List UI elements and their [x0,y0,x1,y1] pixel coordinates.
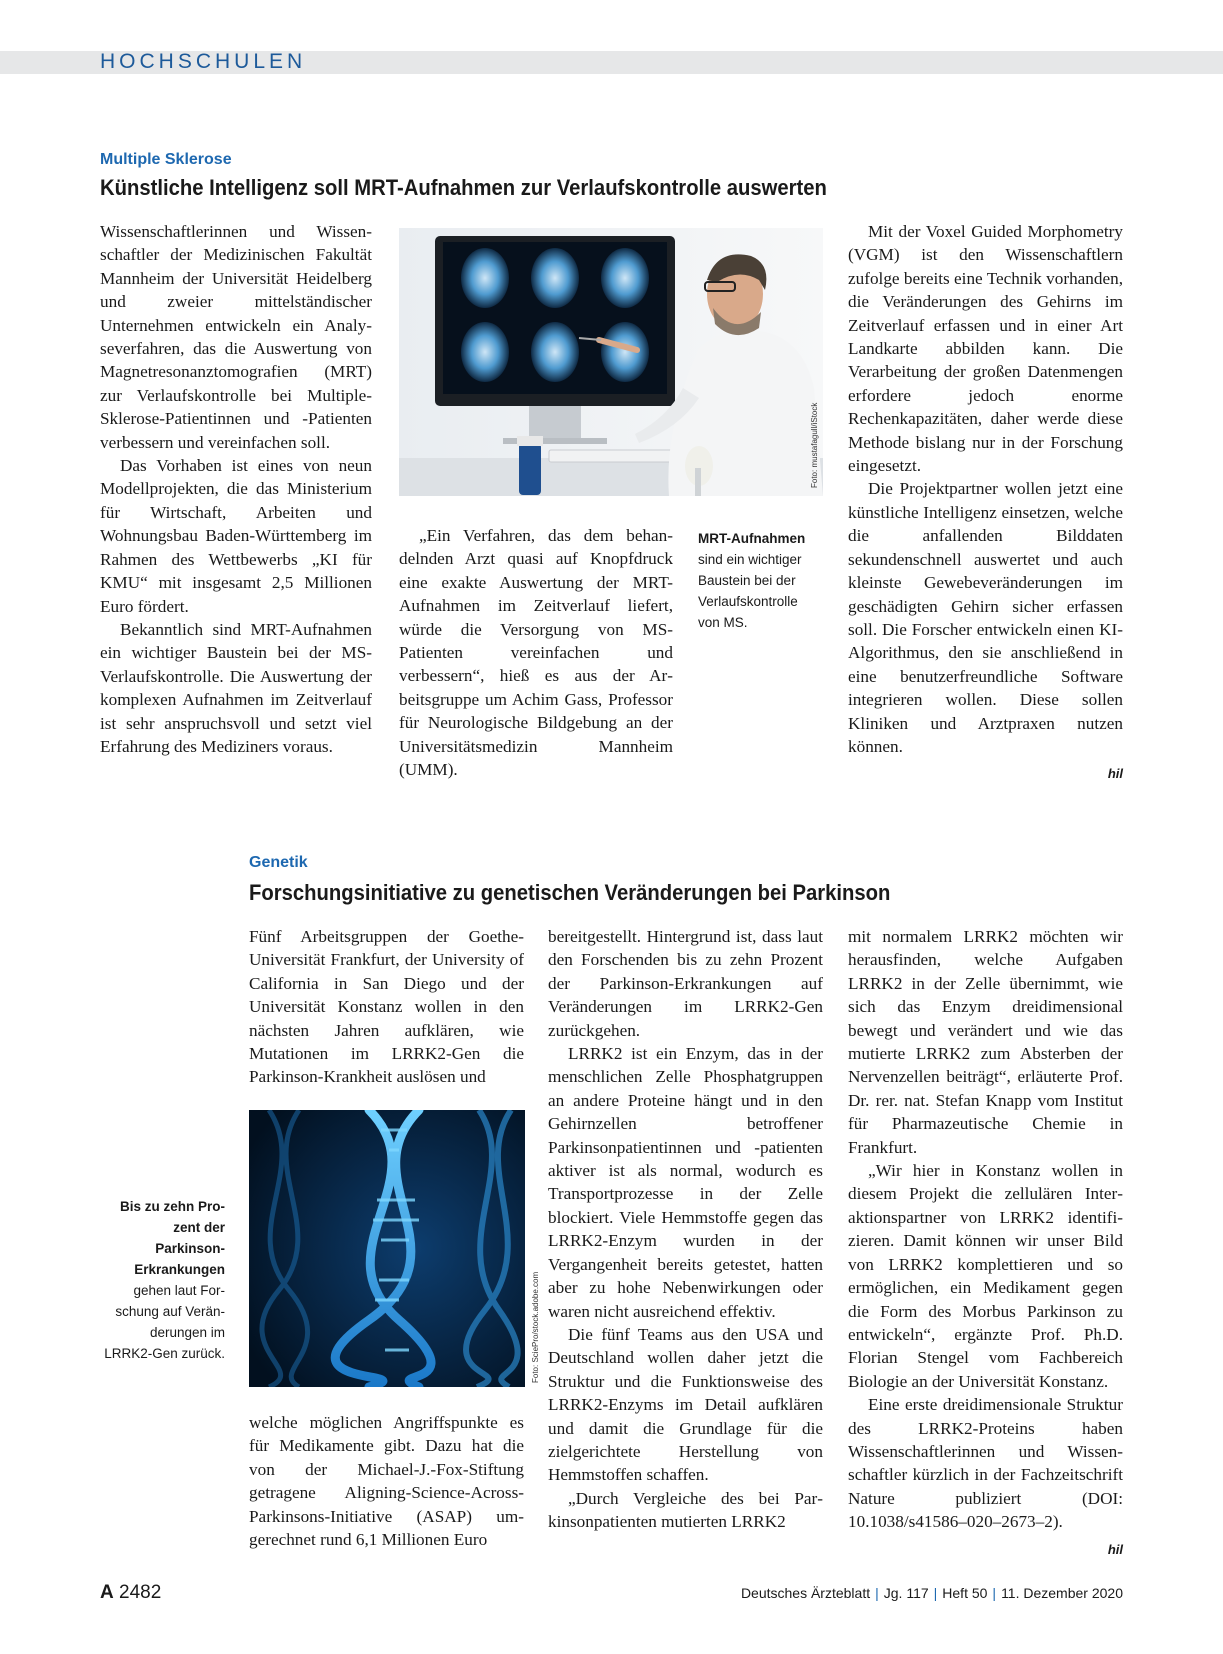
paragraph: bereitgestellt. Hintergrund ist, dass laut den Forschenden bis zu zehn Prozent der Parkinson-Erkrankungen auf Veränderungen im LRRK2-Gen zurückgehen. [548,927,823,1040]
separator: | [875,1585,879,1601]
paragraph: Die fünf Teams aus den USA und Deutschland wollen daher jetzt die Struktur und die Funktionsweise des LRRK2-Enzyms im Detail aufklären und damit die Grundlage für die zielgerichtete Herstellung von Hemmstoffen schaffen. [548,1324,823,1485]
author-signature: hil [1107,766,1123,782]
paragraph: „Wir hier in Konstanz wollen in diesem Projekt die zellulären Interaktionspartner von LRRK2 identifizieren. Damit können wir unser Bild von LRRK2 komplettieren und so ermöglichen, ein Medikament gegen die Form des Morbus Parkinson zu entwickeln“, ergänzte Prof. Ph.D. Florian Stengel vom Fachbereich Biologie an der Universität Konstanz. [848,1161,1123,1391]
section-label: HOCHSCHULEN [100,50,307,73]
caption-text: sind ein wichtiger Baustein bei der Verlaufskontrolle von MS. [698,552,802,630]
paragraph: mit normalem LRRK2 möchten wir herausfinden, welche Aufgaben LRRK2 in der Zelle übernimmt, wie sich das Enzym dreidimensional bewegt und verändert und wie das mutierte LRRK2 zum Absterben der Nervenzellen beiträgt“, erläuterte Prof. Dr. rer. nat. Stefan Knapp vom Institut für Pharmazeutische Chemie in Frankfurt. [848,927,1123,1157]
separator: | [992,1585,997,1601]
article1-column-1 [100,220,372,758]
journal-issue: Heft 50 [942,1585,988,1601]
article1-column-2 [399,524,673,781]
article2-column-1-bottom [249,1411,524,1551]
paragraph: Bekanntlich sind MRT-Aufnahmen ein wichtiger Baustein bei der MS-Verlaufskontrolle. Die Auswertung der komplexen Aufnahmen im Zeitverlauf ist sehr anspruchsvoll und setzt viel Erfahrung des Mediziners voraus. [100,619,372,756]
journal-name: Deutsches Ärzteblatt [740,1585,871,1601]
caption-text: gehen laut Forschung auf Veränderungen im LRRK2-Gen zurück. [104,1283,225,1361]
page-prefix: A [100,1582,114,1603]
page-number [100,1582,161,1604]
article2-column-3 [848,925,1123,1561]
separator: | [933,1585,938,1601]
dna-photo [249,1110,525,1387]
paragraph: Mit der Voxel Guided Morphometry (VGM) ist den Wissenschaftlern zufolge bereits eine Technik vorhanden, die Veränderungen des Gehirns im Zeitverlauf erfassen und in einer Art Landkarte abbilden kann. Die Verarbeitung der großen Datenmengen erfordere jedoch enorme Rechenkapazitäten, daher werde diese Methode bislang nur in der Forschung eingesetzt. [848,222,1123,476]
paragraph: Wissenschaftlerinnen und Wissenschaftler der Medizinischen Fakultät Mannheim der Universität Heidelberg und zweier mittelständischer Unternehmen entwickeln ein Analyseverfahren, das die Auswertung von Magnetresonanztomografien (MRT) zur Verlaufskontrolle bei Multiple-Sklerose-Patientinnen und -Patienten verbessern und vereinfachen soll. [100,222,372,452]
article1-kicker: Multiple Sklerose [100,151,232,168]
paragraph: welche möglichen Angriffspunkte es für Medikamente gibt. Dazu hat die von der Michael-J.-Fox-Stiftung getragene Aligning-Science-Across-Parkinsons-Initiative (ASAP) umgerechnet rund 6,1 Millionen Euro [249,1413,524,1550]
author-signature: hil [1107,1541,1123,1557]
paragraph: „Ein Verfahren, das dem behandelnden Arzt quasi auf Knopfdruck eine exakte Auswertung der MRT-Aufnahmen im Zeitverlauf liefert, würde die Versorgung von MS-Patienten vereinfachen und verbessern“, hieß es aus der Arbeitsgruppe um Achim Gass, Professor für Neurologische Bildgebung an der Universitätsmedizin Mannheim (UMM). [399,526,673,780]
photo-credit: Foto: SciePro/stock.adobe.com [531,1271,540,1383]
article2-kicker: Genetik [249,854,308,871]
article2-column-1-top [249,925,524,1089]
journal-info [741,1585,1123,1601]
paragraph: LRRK2 ist ein Enzym, das in der menschlichen Zelle Phosphatgruppen an andere Proteine hängt und in den Gehirnzellen betroffener Parkinsonpatientinnen und -patienten aktiver ist als normal, wodurch es Transportprozesse in der Zelle blockiert. Viele Hemmstoffe gegen das LRRK2-Enzym wurden in der Vergangenheit bereits getestet, hatten aber zu hohe Nebenwirkungen oder waren nicht ausreichend effektiv. [548,1044,823,1321]
journal-volume: Jg. 117 [883,1585,929,1601]
article2-caption [100,1196,225,1364]
paragraph: Fünf Arbeitsgruppen der Goethe-Universität Frankfurt, der University of California in San Diego und der Universität Konstanz wollen in den nächsten Jahren aufklären, wie Mutationen im LRRK2-Gen die Parkinson-Krankheit auslösen und [249,927,524,1087]
article2-column-2 [548,925,823,1534]
journal-date: 11. Dezember 2020 [1001,1585,1123,1601]
article1-caption [698,528,816,633]
caption-bold: Bis zu zehn Prozent der Parkinson-Erkrankungen [119,1199,225,1277]
article1-title: Künstliche Intelligenz soll MRT-Aufnahmen zur Verlaufskontrolle auswerten [100,175,827,200]
page-number-value: 2482 [119,1582,162,1603]
article2-title: Forschungsinitiative zu genetischen Veränderungen bei Parkinson [249,880,891,905]
paragraph: „Durch Vergleiche des bei Parkinsonpatienten mutierten LRRK2 [548,1488,823,1532]
photo-credit: Foto: mustafagull/iStock [810,402,819,488]
paragraph: Das Vorhaben ist eines von neun Modellprojekten, die das Ministerium für Wirtschaft, Arbeiten und Wohnungsbau Baden-Württemberg im Rahmen des Wettbewerbs „KI für KMU“ mit insgesamt 2,5 Millionen Euro fördert. [100,456,372,616]
paragraph: Die Projektpartner wollen jetzt eine künstliche Intelligenz einsetzen, welche die anfallenden Bilddaten sekundenschnell auswertet und auch kleinste Gewebeveränderungen im geschädigten Gehirn sicher erfassen soll. Die Forscher entwickeln einen KI-Algorithmus, den sie anschließend in eine benutzerfreundliche Software integrieren wollen. Diese sollen Kliniken und Arztpraxen nutzen können. [848,479,1123,756]
article1-column-3 [848,220,1123,786]
paragraph: Eine erste dreidimensionale Struktur des LRRK2-Proteins haben Wissenschaftlerinnen und Wissenschaftler kürzlich in der Fachzeitschrift Nature publiziert (DOI: 10.1038/s41586–020–2673–2). [848,1395,1123,1532]
caption-bold: MRT-Aufnahmen [698,531,806,546]
mri-doctor-photo [399,228,823,496]
